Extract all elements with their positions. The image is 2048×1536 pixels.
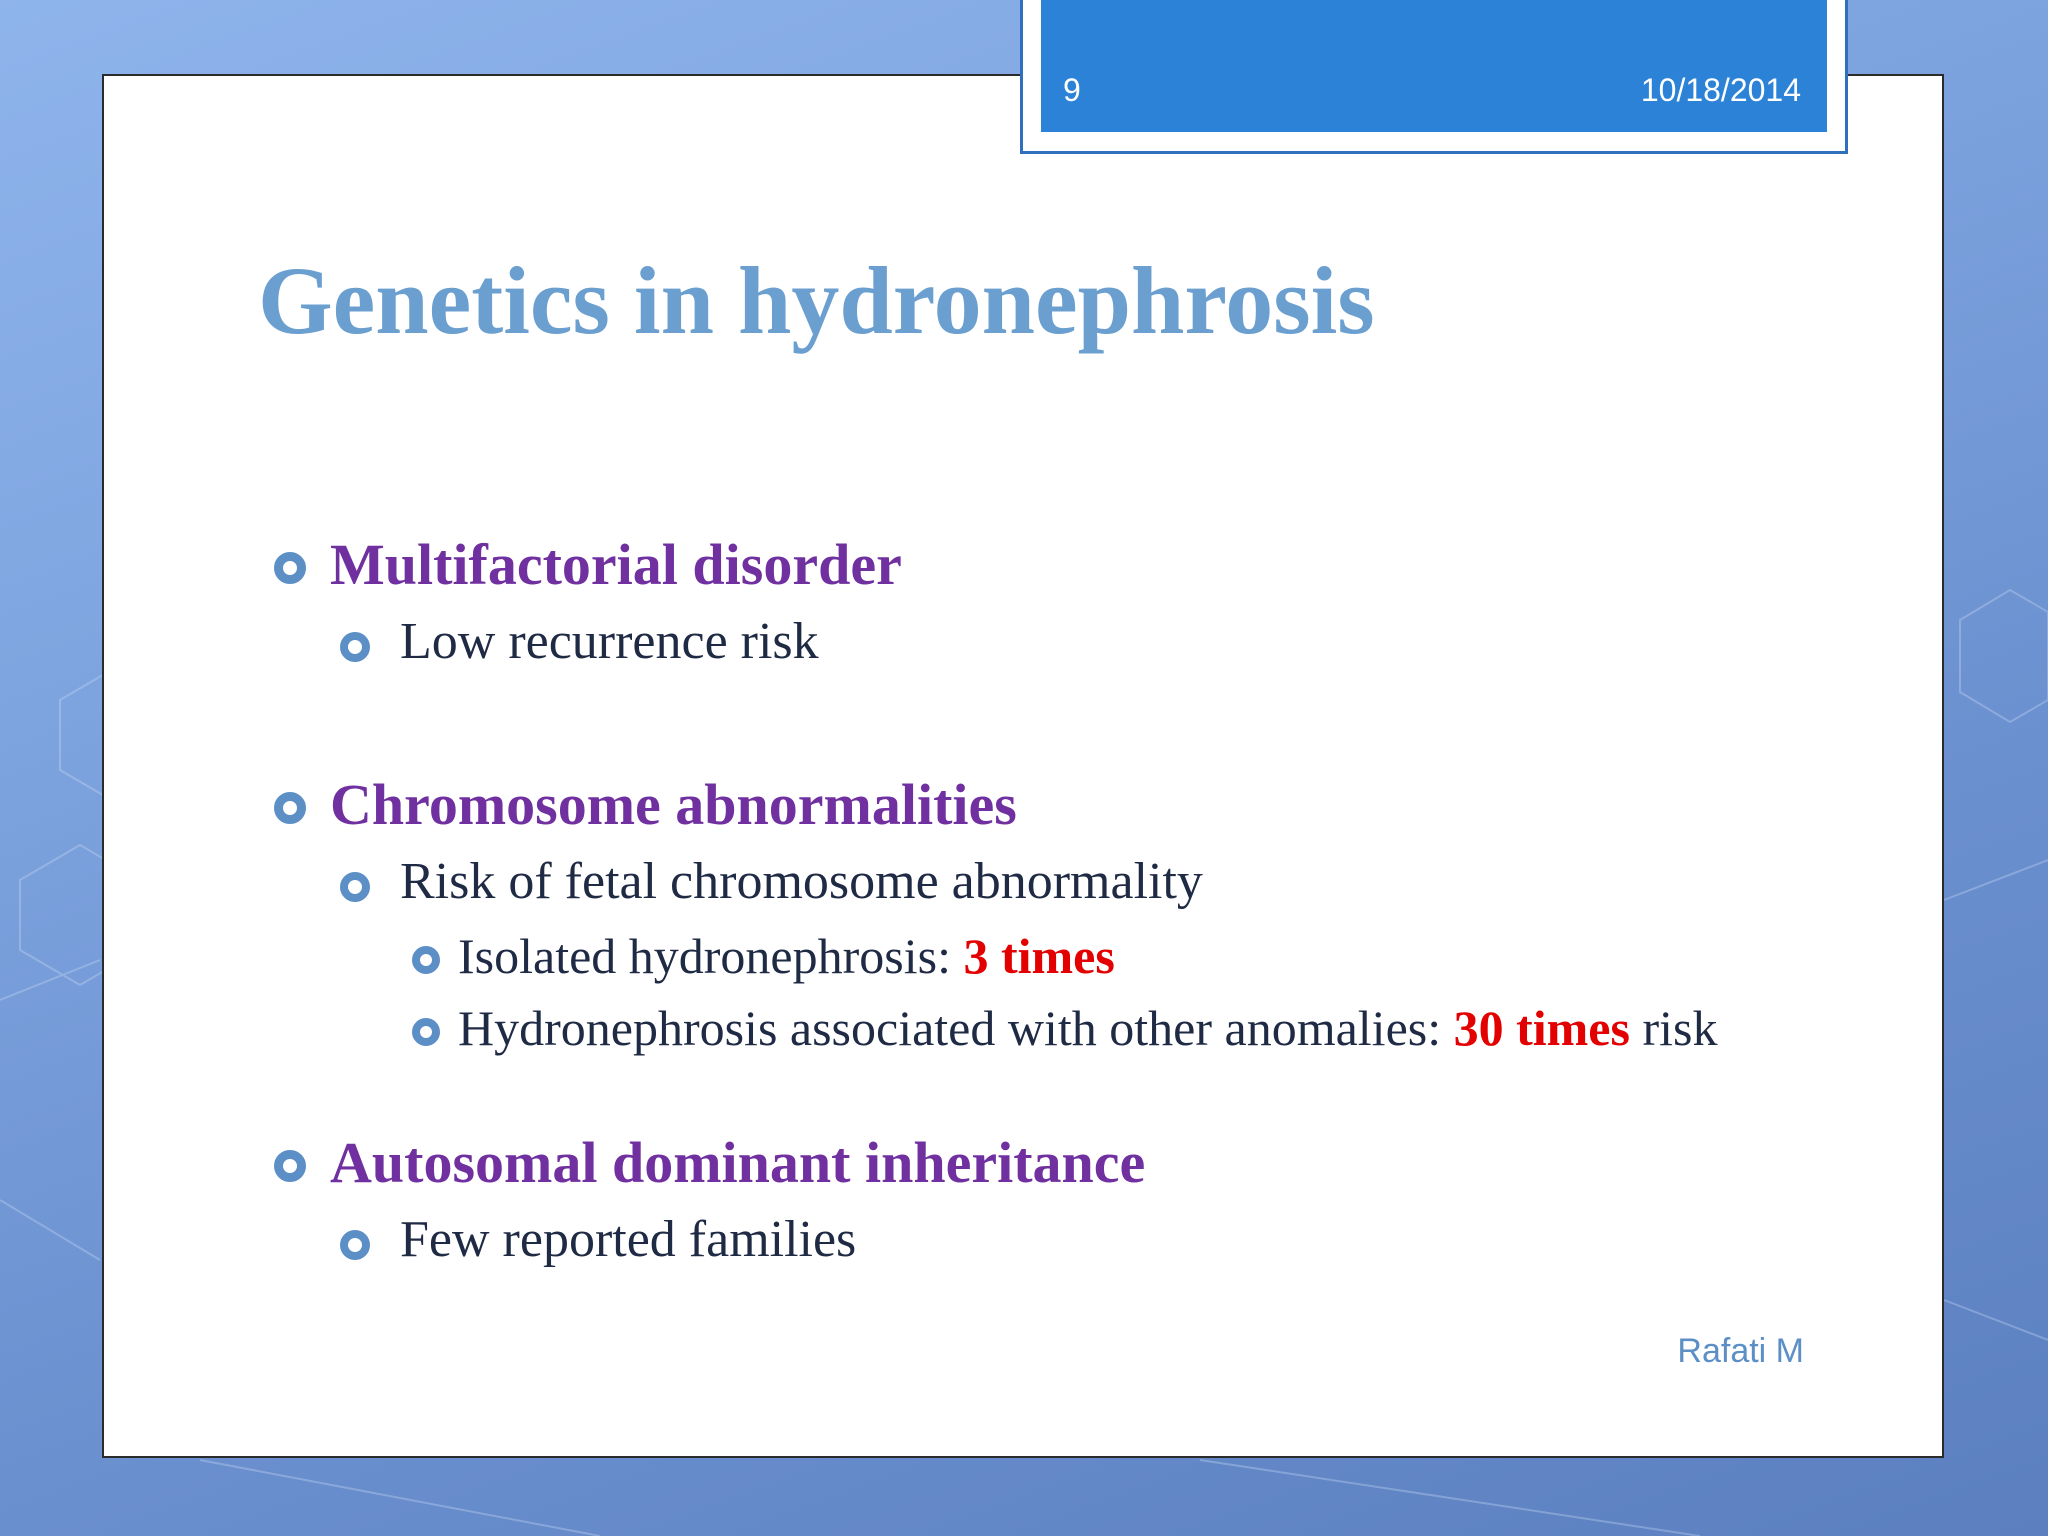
sub-sub-bullet-item — [412, 1000, 1758, 1058]
item-text: Hydronephrosis associated with other anomalies: — [458, 1000, 1454, 1056]
highlight-text: 3 times — [963, 928, 1115, 984]
header-tab — [1020, 0, 1848, 154]
bullet-circle-icon — [274, 1150, 306, 1182]
bullet-item — [274, 1130, 1145, 1197]
slide-title: Genetics in hydronephrosis — [258, 247, 1375, 354]
bullet-circle-icon — [412, 946, 440, 974]
sub-bullet-item — [340, 612, 819, 672]
bullet-item — [274, 532, 902, 599]
slide-number: 9 — [1063, 72, 1081, 108]
bullet-circle-icon — [412, 1018, 440, 1046]
bullet-text: Multifactorial disorder — [330, 532, 902, 597]
bullet-text: Chromosome abnormalities — [330, 772, 1017, 837]
sub-bullet-item — [340, 852, 1203, 912]
sub-sub-bullet-item — [412, 928, 1758, 986]
bullet-circle-icon — [340, 1230, 370, 1260]
sub-bullet-text: Low recurrence risk — [400, 613, 819, 670]
sub-bullet-item — [340, 1210, 856, 1270]
bullet-circle-icon — [340, 632, 370, 662]
bullet-circle-icon — [274, 552, 306, 584]
header-bar — [1041, 0, 1827, 132]
bullet-circle-icon — [274, 792, 306, 824]
sub-sub-bullet-text — [458, 928, 1758, 986]
slide-date: 10/18/2014 — [1640, 72, 1801, 108]
item-text: Isolated hydronephrosis: — [458, 928, 964, 984]
item-suffix: risk — [1629, 1000, 1718, 1056]
sub-bullet-text: Risk of fetal chromosome abnormality — [400, 853, 1203, 910]
sub-sub-bullet-text — [458, 1000, 1758, 1058]
highlight-text: 30 times — [1453, 1000, 1630, 1056]
author-footer: Rafati M — [1677, 1332, 1804, 1370]
bullet-text: Autosomal dominant inheritance — [330, 1130, 1146, 1195]
bullet-item — [274, 772, 1017, 839]
sub-bullet-text: Few reported families — [400, 1211, 857, 1268]
bullet-circle-icon — [340, 872, 370, 902]
